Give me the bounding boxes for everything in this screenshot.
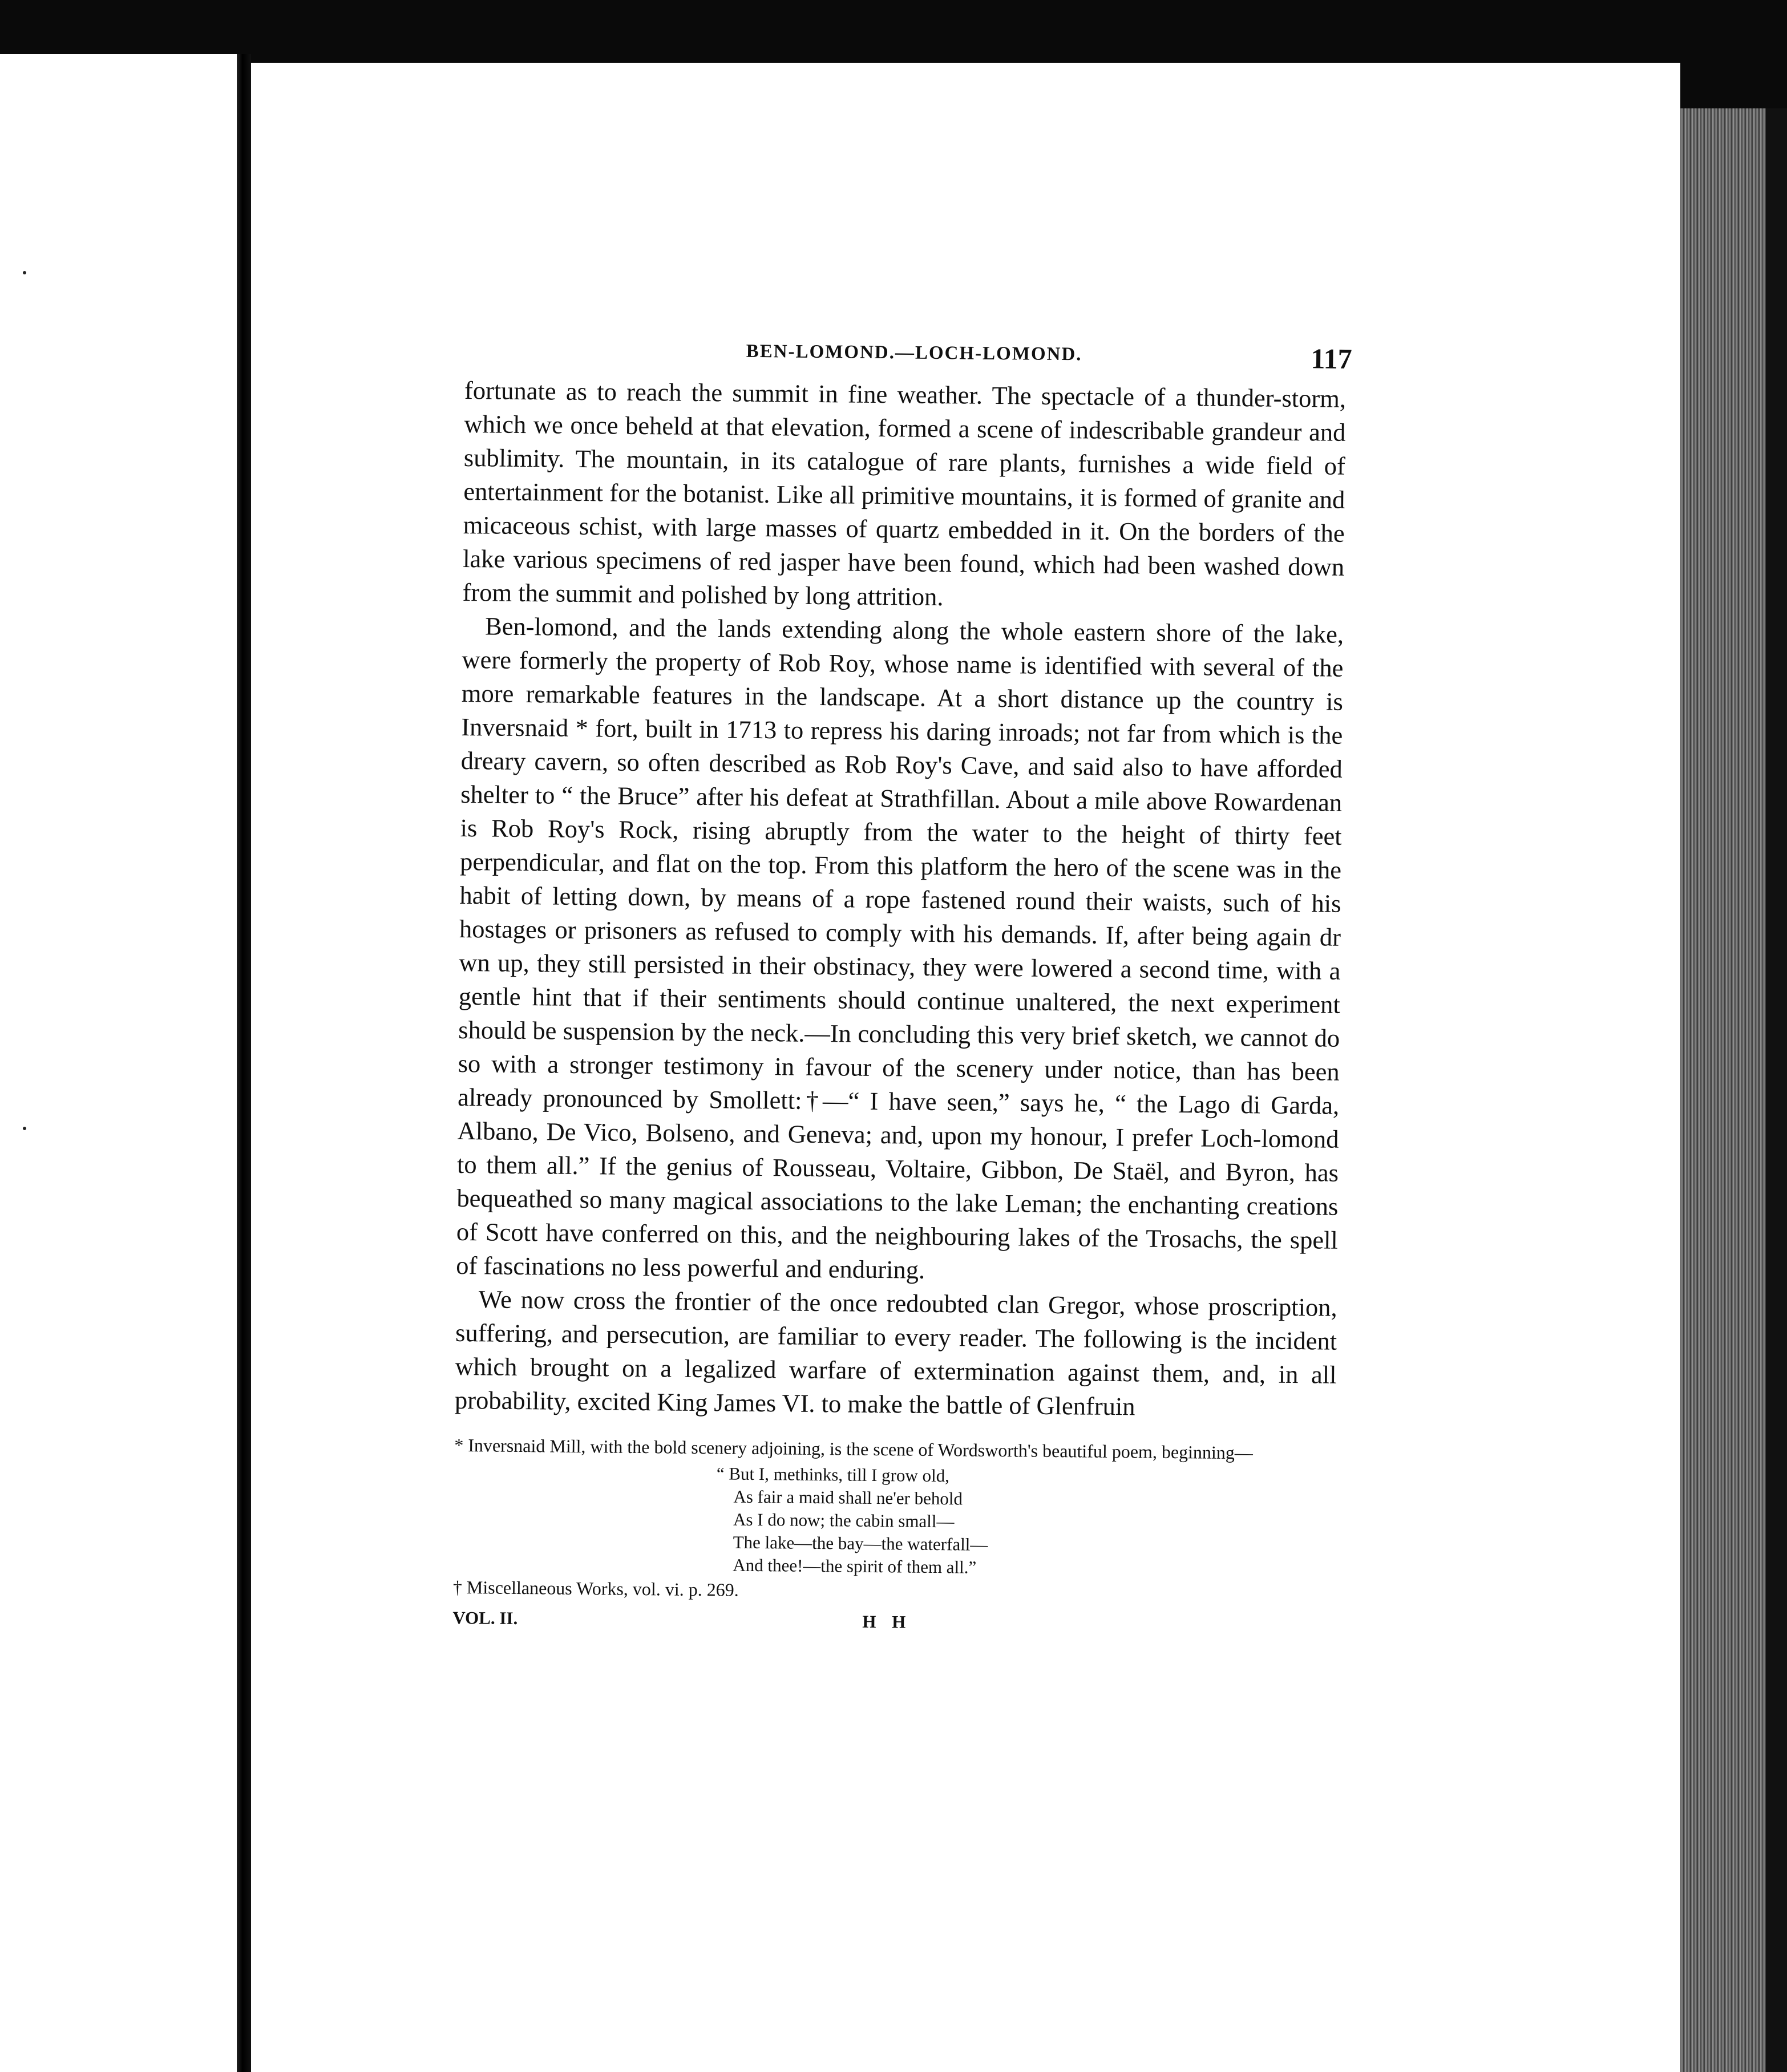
gathering-mark: H H: [862, 1611, 912, 1632]
scan-border: [1766, 108, 1787, 2072]
body-paragraph: Ben-lomond, and the lands extending along the whole eastern shore of the lake, were formerly the property of Rob Roy, whose name is identified with several of the more remarkable features in the landscape. At a short distance up the country is Inversnaid * fort, built in 1713 to repress his daring inroads; not far from which is the dreary cavern, so often described as Rob Roy's Cave, and said also to have afforded shelter to “ the Bruce” after his defeat at Strathfillan. About a mile above Rowardenan is Rob Roy's Rock, rising abruptly from the water to the height of thirty feet perpendicular, and flat on the top. From this platform the hero of the scene was in the habit of letting down, by means of a rope fastened round their waists, such of his hostages or prisoners as refused to comply with his demands. If, after being again dr wn up, they still persisted in their obstinacy, they were lowered a second time, with a gentle hint that if their sentiments should continue unaltered, the next experiment should be suspension by the neck.—In concluding this very brief sketch, we cannot do so with a stronger testimony in favour of the scenery under notice, than has been already pronounced by Smollett:†—“ I have seen,” says he, “ the Lago di Garda, Albano, De Vico, Bolseno, and Geneva; and, upon my honour, I prefer Loch-lomond to them all.” If the genius of Rousseau, Voltaire, Gibbon, De Staël, and Byron, has bequeathed so many magical associations to the lake Leman; the enchanting creations of Scott have conferred on this, and the neighbouring lakes of the Trosachs, the spell of fascinations no less powerful and enduring.: [456, 612, 1344, 1284]
page-speck: [23, 1127, 26, 1130]
volume-signature: VOL. II.: [452, 1607, 518, 1628]
page-text-block: [452, 334, 1352, 1650]
verse-line: And thee!—the spirit of them all.”: [733, 1555, 977, 1577]
verse-line: As I do now; the cabin small—: [733, 1509, 955, 1532]
running-head-title: BEN-LOMOND.—LOCH-LOMOND.: [746, 341, 1082, 365]
facing-blank-page: [0, 54, 237, 2072]
footnotes: [453, 1434, 1336, 1607]
book-gutter: [237, 54, 251, 2072]
verse-line: The lake—the bay—the waterfall—: [733, 1532, 988, 1555]
verse-line: As fair a maid shall ne'er behold: [733, 1486, 963, 1509]
verse-line: “ But I, methinks, till I grow old,: [716, 1463, 950, 1486]
footnote-smollett: † Miscellaneous Works, vol. vi. p. 269.: [452, 1576, 739, 1600]
page-stack-edge: [1680, 108, 1766, 2072]
page-number: 117: [1311, 342, 1352, 375]
footnote-verse: [715, 1462, 1336, 1582]
running-head: [464, 334, 1352, 382]
body-paragraph: We now cross the frontier of the once redoubted clan Gregor, whose proscription, suffering, and persecution, are familiar to every reader. The following is the incident which brought on a legalized warfare of extermination against them, and, in all probability, excited King James VI. to make the battle of Glenfruin: [454, 1285, 1337, 1421]
body-paragraph: fortunate as to reach the summit in fine weather. The spectacle of a thunder-storm, which we once beheld at that elevation, formed a scene of indescribable grandeur and sublimity. The mountain, in its catalogue of rare plants, furnishes a wide field of entertainment for the botanist. Like all primitive mountains, it is formed of granite and micaceous schist, with large masses of quartz embedded in it. On the borders of the lake various specimens of red jasper have been found, which had been washed down from the summit and polished by long attrition.: [462, 375, 1347, 612]
page-speck: [23, 271, 26, 274]
footnote-inversnaid: * Inversnaid Mill, with the bold scenery adjoining, is the scene of Wordsworth's beautiful poem, beginning—: [454, 1434, 1254, 1463]
